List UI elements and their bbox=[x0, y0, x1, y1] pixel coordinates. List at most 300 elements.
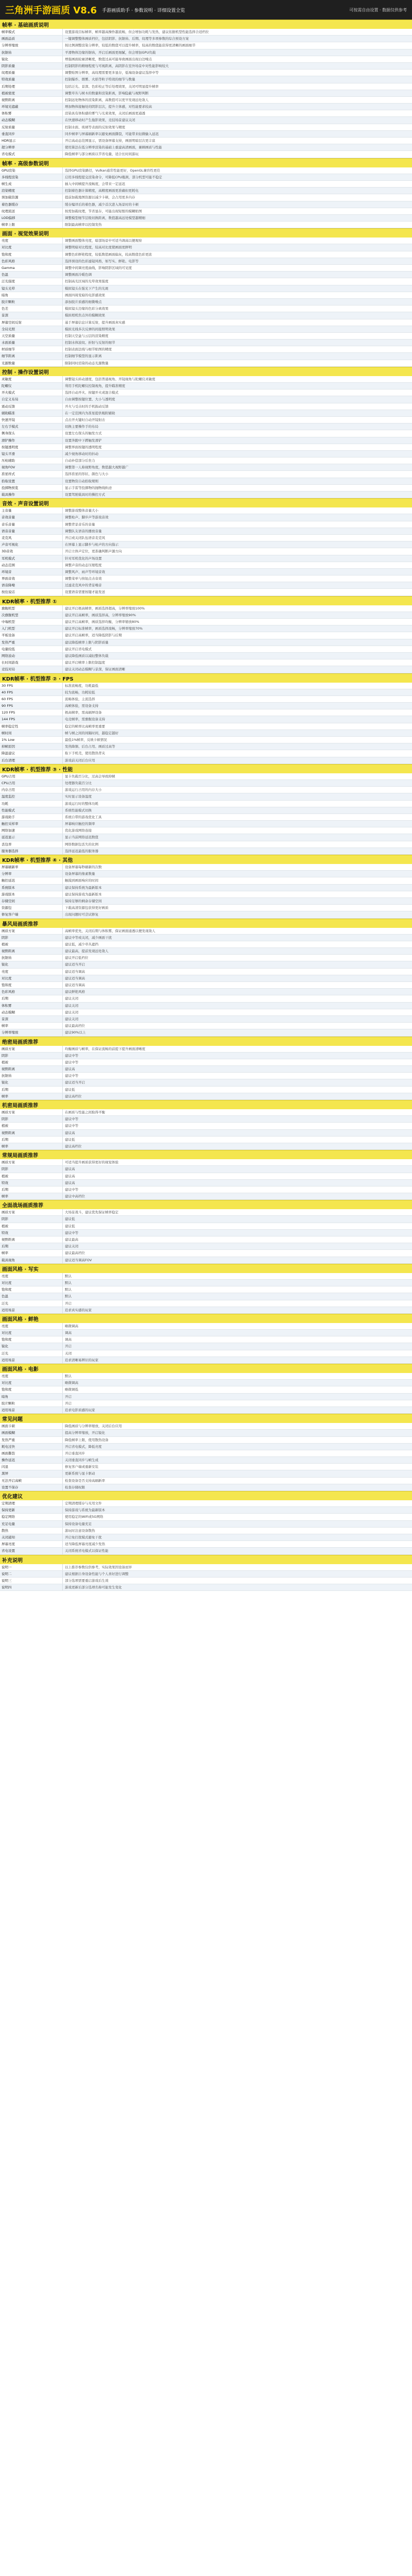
setting-description: 设置物资自动拾取规则 bbox=[65, 479, 98, 483]
setting-row bbox=[0, 1323, 412, 1330]
setting-row bbox=[0, 457, 412, 464]
setting-label: 镜头平滑 bbox=[0, 451, 63, 457]
setting-label: 辅助瞄准 bbox=[0, 410, 63, 416]
setting-description: 建议关闭 bbox=[65, 1016, 78, 1021]
section-rows bbox=[0, 1564, 412, 1591]
setting-description: 选择自动开火、按键开火或混合模式 bbox=[65, 391, 118, 395]
setting-description: 按需加载纹理，节省显存，可能出现短暂的模糊贴图 bbox=[65, 209, 142, 213]
setting-description: 限制最高帧率以控制发热 bbox=[65, 223, 102, 227]
setting-row bbox=[0, 821, 412, 827]
setting-description: 建议低，减少草丛遮挡 bbox=[65, 942, 98, 946]
setting-label: 预加载资源 bbox=[0, 194, 63, 200]
setting-row bbox=[0, 871, 412, 877]
setting-row bbox=[0, 1236, 412, 1243]
setting-label: 降温建议 bbox=[0, 750, 63, 756]
setting-row bbox=[0, 1093, 412, 1100]
setting-description: 建议开启帧率上限控制温度 bbox=[65, 660, 105, 665]
setting-row bbox=[0, 1514, 412, 1520]
setting-description: 控制远处物体的渲染距离，高数值可以更早发现远处敌人 bbox=[65, 97, 149, 102]
setting-description: 建议高 bbox=[65, 1167, 75, 1172]
setting-row bbox=[0, 1046, 412, 1053]
setting-row bbox=[0, 110, 412, 117]
setting-label: 环境光遮蔽 bbox=[0, 104, 63, 110]
setting-row bbox=[0, 1073, 412, 1079]
setting-label: 后期 bbox=[0, 1087, 63, 1093]
setting-label: 亮度 bbox=[0, 1323, 63, 1329]
settings-section bbox=[0, 1200, 412, 1264]
setting-row bbox=[0, 49, 412, 56]
section-rows bbox=[0, 928, 412, 1037]
setting-label: 帧率 bbox=[0, 1093, 63, 1099]
setting-row bbox=[0, 1137, 412, 1143]
setting-row bbox=[0, 319, 412, 326]
setting-label: 自定义布局 bbox=[0, 396, 63, 402]
settings-section bbox=[0, 1150, 412, 1200]
setting-description: 略微调高 bbox=[65, 1324, 78, 1328]
setting-description: 选择预设的色彩滤镜风格，如写实、鲜艳、电影等 bbox=[65, 259, 139, 263]
setting-row bbox=[0, 1166, 412, 1173]
setting-description: 提前加载地图资源以减少卡顿，会占用更多内存 bbox=[65, 195, 135, 200]
setting-description: 处理器负载百分比 bbox=[65, 781, 92, 785]
setting-row bbox=[0, 1330, 412, 1336]
setting-description: 调整声音的动态压缩程度 bbox=[65, 563, 102, 567]
setting-label: 亮度 bbox=[0, 1373, 63, 1379]
setting-label: 后期 bbox=[0, 1187, 63, 1193]
setting-description: 略微调低 bbox=[65, 1387, 78, 1392]
setting-label: 网络加速 bbox=[0, 827, 63, 834]
section-title: 绝密局画质推荐 bbox=[0, 1037, 412, 1046]
settings-section bbox=[0, 158, 412, 229]
section-title: 画面风格 · 鲜艳 bbox=[0, 1314, 412, 1323]
setting-description: 建议保持游戏为最新版本 bbox=[65, 892, 102, 896]
setting-label: 对比度 bbox=[0, 975, 63, 981]
section-title: 补充说明 bbox=[0, 1555, 412, 1564]
setting-description: 适当降低屏幕亮度减少发热 bbox=[65, 1542, 105, 1547]
setting-label: 色差 bbox=[0, 306, 63, 312]
setting-description: 高帧体验，需设备支持 bbox=[65, 704, 98, 708]
setting-description: 建议90%以上 bbox=[65, 1030, 86, 1035]
section-rows bbox=[0, 605, 412, 673]
setting-label: 暗角 bbox=[0, 292, 63, 298]
setting-description: 开启 bbox=[65, 1301, 72, 1306]
setting-row bbox=[0, 36, 412, 42]
setting-row bbox=[0, 1123, 412, 1129]
section-rows bbox=[0, 1273, 412, 1314]
setting-description: 增加物体接触处的阴影层次，提升立体感，对性能要求较高 bbox=[65, 105, 152, 109]
setting-label: 阴影 bbox=[0, 1216, 63, 1222]
page-title: 三角洲手游画质 V8.6 bbox=[5, 5, 97, 16]
setting-row bbox=[0, 1130, 412, 1137]
setting-description: 显卡负载百分比，过高会导致掉帧 bbox=[65, 774, 115, 778]
setting-description: 自动补偿部分后坐力 bbox=[65, 459, 95, 463]
setting-label: 丢包率 bbox=[0, 841, 63, 848]
setting-description: 在快速移动时产生拖影效果，竞技场景建议关闭 bbox=[65, 118, 135, 123]
setting-description: 基于屏幕信息计算反射，提升画面真实感 bbox=[65, 320, 125, 325]
section-title: 帧率 · 基础画质说明 bbox=[0, 20, 412, 29]
setting-row bbox=[0, 834, 412, 841]
setting-row bbox=[0, 76, 412, 83]
setting-label: 帧率 bbox=[0, 1023, 63, 1029]
setting-label: 功耗 bbox=[0, 801, 63, 807]
setting-description: 选择GPU渲染路径，Vulkan通常性能更好，OpenGL兼容性更佳 bbox=[65, 168, 160, 173]
setting-label: 饱和度 bbox=[0, 251, 63, 258]
setting-label: 滑铲操作 bbox=[0, 437, 63, 444]
setting-description: 显示当前网络延迟数值 bbox=[65, 835, 98, 840]
setting-label: 稳定网络 bbox=[0, 1514, 63, 1520]
setting-row bbox=[0, 376, 412, 383]
setting-row bbox=[0, 333, 412, 340]
settings-section bbox=[0, 228, 412, 367]
setting-description: 降低帧率上限，使用散热设备 bbox=[65, 1437, 109, 1442]
settings-section bbox=[0, 1491, 412, 1555]
setting-description: 标准流畅度，功耗最低 bbox=[65, 683, 98, 688]
setting-label: 语音音量 bbox=[0, 528, 63, 534]
setting-label: 温度监控 bbox=[0, 793, 63, 800]
setting-row bbox=[0, 215, 412, 222]
setting-label: 对比度 bbox=[0, 1280, 63, 1286]
setting-description: 渲染具有体积感的雾气与光束效果，关闭后画面更通透 bbox=[65, 111, 145, 116]
setting-description: 建议降低画质以减轻整体负载 bbox=[65, 653, 109, 658]
setting-label: 帧率模式 bbox=[0, 29, 63, 35]
setting-label: 视野距离 bbox=[0, 97, 63, 103]
setting-description: 最低1%帧率，反映卡顿情况 bbox=[65, 738, 107, 742]
setting-label: 入门机型 bbox=[0, 625, 63, 632]
setting-label: 帧率 bbox=[0, 1193, 63, 1199]
setting-description: 建议最高，提前发现远处敌人 bbox=[65, 949, 109, 954]
setting-description: 画面四周变暗的电影感效果 bbox=[65, 293, 105, 297]
setting-label: 光源数量 bbox=[0, 360, 63, 366]
setting-label: 对比度 bbox=[0, 244, 63, 250]
setting-description: 调整风声、雨声等环境音效 bbox=[65, 569, 105, 574]
setting-row bbox=[0, 360, 412, 367]
setting-description: 稳定的帧率比高帧率更重要 bbox=[65, 724, 105, 728]
settings-section bbox=[0, 1314, 412, 1364]
setting-row bbox=[0, 292, 412, 299]
setting-label: 屏幕亮度 bbox=[0, 1541, 63, 1547]
setting-row bbox=[0, 117, 412, 124]
setting-label: GPU渲染 bbox=[0, 167, 63, 174]
setting-description: 控制爆炸、烟雾、火焰等粒子特效的细节与数量 bbox=[65, 77, 135, 82]
section-title: 画面 · 视觉效果说明 bbox=[0, 228, 412, 238]
setting-row bbox=[0, 757, 412, 764]
setting-row bbox=[0, 1400, 412, 1407]
setting-label: 后台清理 bbox=[0, 757, 63, 764]
setting-row bbox=[0, 104, 412, 110]
setting-label: 胶片颗粒 bbox=[0, 1400, 63, 1406]
setting-label: 画质方案 bbox=[0, 1209, 63, 1215]
setting-description: 设备屏幕的像素数量 bbox=[65, 872, 95, 876]
setting-row bbox=[0, 444, 412, 451]
setting-description: 设置左右探头的触发方式 bbox=[65, 431, 102, 436]
section-title: KDR帧率 · 机型推荐 ④ · 其他 bbox=[0, 855, 412, 864]
setting-description: 检查设备是否支持高刷新率 bbox=[65, 1478, 105, 1483]
setting-label: 画面品质 bbox=[0, 36, 63, 42]
section-title: 画面风格 · 写实 bbox=[0, 1264, 412, 1273]
setting-label: 左右手模式 bbox=[0, 423, 63, 430]
setting-description: 减少视角移动时的抖动 bbox=[65, 451, 98, 456]
setting-row bbox=[0, 793, 412, 800]
setting-label: 植被 bbox=[0, 1223, 63, 1229]
setting-label: 适用场景 bbox=[0, 1307, 63, 1313]
setting-description: 较为流畅，功耗较低 bbox=[65, 690, 95, 694]
setting-row bbox=[0, 1053, 412, 1059]
setting-description: 保持游戏与系统为最新版本 bbox=[65, 1508, 105, 1513]
setting-row bbox=[0, 238, 412, 244]
section-title: 常规局画质推荐 bbox=[0, 1150, 412, 1159]
setting-row bbox=[0, 285, 412, 292]
setting-row bbox=[0, 1500, 412, 1507]
setting-description: 调整画面整体亮度，暗部场景中可适当调高以便观察 bbox=[65, 239, 142, 243]
setting-description: 建议降低帧率上限与阴影质量 bbox=[65, 640, 109, 645]
setting-label: 屏幕刷新率 bbox=[0, 864, 63, 870]
setting-description: 以上推荐参数仅供参考，实际效果因设备而异 bbox=[65, 1565, 132, 1569]
setting-row bbox=[0, 961, 412, 968]
setting-description: 取下手机壳，使用散热背夹 bbox=[65, 751, 105, 756]
setting-label: 载具视角 bbox=[0, 1257, 63, 1263]
setting-row bbox=[0, 1380, 412, 1386]
setting-label: 饱和度 bbox=[0, 982, 63, 988]
setting-label: 抗锯齿 bbox=[0, 49, 63, 56]
setting-description: 模拟镜头在强光下产生的光斑 bbox=[65, 286, 109, 291]
settings-section bbox=[0, 1037, 412, 1100]
setting-description: 在一定范围内为准星提供吸附辅助 bbox=[65, 411, 115, 415]
setting-label: 锐化 bbox=[0, 1079, 63, 1086]
setting-label: 多线程渲染 bbox=[0, 174, 63, 180]
setting-row bbox=[0, 83, 412, 90]
setting-description: 建议适当调高FOV bbox=[65, 1258, 92, 1262]
setting-description: 关闭 bbox=[65, 1351, 72, 1355]
section-title: KDR帧率 · 机型推荐 ① bbox=[0, 596, 412, 605]
setting-label: 开火模式 bbox=[0, 389, 63, 396]
setting-description: 可适当提升画质获得更好的视觉体验 bbox=[65, 1160, 118, 1165]
setting-row bbox=[0, 1564, 412, 1571]
setting-description: 在画质与性能之间取得平衡 bbox=[65, 1110, 105, 1114]
setting-label: 饱和度 bbox=[0, 1386, 63, 1393]
setting-row bbox=[0, 1280, 412, 1286]
setting-description: 自由调整按键位置、大小与透明度 bbox=[65, 397, 115, 402]
setting-row bbox=[0, 63, 412, 70]
settings-section bbox=[0, 20, 412, 158]
setting-row bbox=[0, 312, 412, 319]
setting-label: 阴影质量 bbox=[0, 63, 63, 69]
setting-label: 游戏版本 bbox=[0, 891, 63, 897]
setting-label: 画质方案 bbox=[0, 1046, 63, 1052]
settings-section bbox=[0, 764, 412, 855]
setting-label: 修复客户端 bbox=[0, 911, 63, 918]
setting-row bbox=[0, 827, 412, 834]
setting-description: 更新系统与显卡驱动 bbox=[65, 1471, 95, 1476]
setting-label: 散热 bbox=[0, 1528, 63, 1534]
setting-description: 调整枪声、脚步声等游戏音效 bbox=[65, 515, 109, 520]
setting-description: 利用手机陀螺仪控制视角，提升瞄准精度 bbox=[65, 384, 125, 388]
setting-description: 建议中等 bbox=[65, 1060, 78, 1064]
setting-description: 默认 bbox=[65, 1287, 72, 1292]
section-title: 暴风局画质推荐 bbox=[0, 919, 412, 928]
setting-label: 渲染精度 bbox=[0, 188, 63, 194]
setting-description: 建议高 bbox=[65, 1067, 75, 1072]
setting-description: 控制水面、玻璃等表面的反射效果与精度 bbox=[65, 125, 125, 129]
setting-description: 显示手雷等投掷物的抛物线轨迹 bbox=[65, 485, 112, 490]
setting-row bbox=[0, 514, 412, 521]
setting-row bbox=[0, 928, 412, 935]
setting-label: Gamma bbox=[0, 265, 63, 271]
setting-label: 帧率稳定性 bbox=[0, 723, 63, 730]
setting-label: 对比度 bbox=[0, 1380, 63, 1386]
setting-description: 游戏前关闭后台应用 bbox=[65, 758, 95, 762]
setting-label: 屏幕空间反射 bbox=[0, 319, 63, 326]
setting-label: 按键透明度 bbox=[0, 444, 63, 450]
setting-description: 控制表面法线与细节贴图的精度 bbox=[65, 347, 112, 352]
setting-label: 植被 bbox=[0, 941, 63, 947]
setting-row bbox=[0, 743, 412, 750]
setting-description: 建议适当开启 bbox=[65, 1080, 85, 1085]
settings-section bbox=[0, 1264, 412, 1314]
section-title: 全面战场画质推荐 bbox=[0, 1200, 412, 1209]
setting-label: 充足电量 bbox=[0, 1521, 63, 1527]
setting-label: 投掷物预览 bbox=[0, 485, 63, 491]
setting-label: 1% Low bbox=[0, 737, 63, 743]
setting-label: 景深 bbox=[0, 312, 63, 318]
setting-description: 建议最高 bbox=[65, 1238, 78, 1242]
setting-label: 按住说话 bbox=[0, 589, 63, 595]
setting-row bbox=[0, 222, 412, 228]
setting-label: 镜头光晕 bbox=[0, 285, 63, 292]
setting-label: 触控延迟 bbox=[0, 877, 63, 884]
section-title: 控制 · 操作设置说明 bbox=[0, 367, 412, 376]
setting-description: 建议中等 bbox=[65, 1074, 78, 1078]
setting-label: 关闭通知 bbox=[0, 1534, 63, 1540]
setting-label: 全局光照 bbox=[0, 326, 63, 332]
setting-row bbox=[0, 471, 412, 478]
setting-description: 建议低 bbox=[65, 1087, 75, 1092]
setting-label: 资源包 bbox=[0, 905, 63, 911]
setting-description: 建议低 bbox=[65, 1217, 75, 1222]
setting-label: 操作延迟 bbox=[0, 1457, 63, 1463]
setting-description: 模拟镜头边缘的色彩分离效果 bbox=[65, 307, 109, 311]
setting-row bbox=[0, 521, 412, 528]
setting-label: 帧率 bbox=[0, 1250, 63, 1256]
setting-label: 抗锯齿 bbox=[0, 1073, 63, 1079]
setting-row bbox=[0, 982, 412, 989]
setting-row bbox=[0, 1193, 412, 1200]
section-title: 画面风格 · 电影 bbox=[0, 1364, 412, 1373]
setting-row bbox=[0, 97, 412, 104]
setting-label: 纹理质量 bbox=[0, 70, 63, 76]
setting-row bbox=[0, 1250, 412, 1257]
setting-label: 材质细节 bbox=[0, 346, 63, 352]
setting-label: 色彩风格 bbox=[0, 258, 63, 264]
setting-row bbox=[0, 1437, 412, 1444]
setting-description: 系统自带的游戏优化工具 bbox=[65, 815, 102, 819]
setting-description: 下载高清资源包获得更好画质 bbox=[65, 906, 109, 910]
setting-row bbox=[0, 1293, 412, 1300]
setting-description: 开火与受击时的手机振动反馈 bbox=[65, 404, 109, 409]
setting-row bbox=[0, 1300, 412, 1307]
setting-row bbox=[0, 659, 412, 666]
setting-row bbox=[0, 1407, 412, 1414]
setting-description: 包括泛光、景深、色彩校正等后处理效果，关闭可明显提升帧率 bbox=[65, 84, 159, 89]
settings-section bbox=[0, 1364, 412, 1414]
setting-description: 帧与帧之间的间隔时间，越稳定越好 bbox=[65, 731, 118, 735]
setting-label: 说明四 bbox=[0, 1584, 63, 1590]
setting-row bbox=[0, 653, 412, 659]
setting-row bbox=[0, 299, 412, 306]
setting-row bbox=[0, 1386, 412, 1393]
setting-row bbox=[0, 56, 412, 63]
setting-description: 建议中等或关闭，减少画面干扰 bbox=[65, 935, 112, 940]
setting-row bbox=[0, 1343, 412, 1350]
setting-row bbox=[0, 174, 412, 181]
setting-row bbox=[0, 1066, 412, 1073]
setting-label: 胶片颗粒 bbox=[0, 299, 63, 305]
setting-description: 切换主要操作手的布局 bbox=[65, 425, 98, 429]
setting-description: 游戏更新后部分选项名称可能发生变化 bbox=[65, 1585, 122, 1590]
setting-label: 120 FPS bbox=[0, 709, 63, 716]
setting-label: 细节距离 bbox=[0, 353, 63, 359]
setting-description: 建议高档位 bbox=[65, 1094, 82, 1098]
setting-description: 关闭系统省电模式以保证性能 bbox=[65, 1549, 109, 1553]
setting-label: 视野距离 bbox=[0, 948, 63, 954]
setting-label: 发热严重 bbox=[0, 1437, 63, 1443]
setting-row bbox=[0, 1444, 412, 1450]
setting-description: 启用多线程提交渲染命令，可降低CPU瓶颈，部分机型可能不稳定 bbox=[65, 175, 162, 179]
setting-label: 灵敏度 bbox=[0, 376, 63, 382]
setting-label: 垂直同步 bbox=[0, 131, 63, 137]
settings-section bbox=[0, 498, 412, 596]
setting-label: 画质方案 bbox=[0, 1109, 63, 1115]
setting-label: 30 FPS bbox=[0, 683, 63, 689]
setting-description: 默认 bbox=[65, 1274, 72, 1278]
setting-row bbox=[0, 689, 412, 696]
setting-row bbox=[0, 1003, 412, 1009]
setting-description: 流畅体验，主流选择 bbox=[65, 697, 95, 701]
setting-label: 设置不保存 bbox=[0, 1484, 63, 1490]
setting-row bbox=[0, 353, 412, 360]
setting-row bbox=[0, 709, 412, 716]
setting-description: 优化游戏网络连接 bbox=[65, 828, 92, 833]
setting-description: 建议低 bbox=[65, 1224, 75, 1228]
setting-label: 亮度 bbox=[0, 1273, 63, 1279]
setting-row bbox=[0, 1357, 412, 1364]
setting-row bbox=[0, 1528, 412, 1534]
setting-description: 触摸到画面响应的时间 bbox=[65, 878, 98, 883]
setting-label: 音乐音量 bbox=[0, 521, 63, 528]
setting-description: 高帧率优先，关闭后期与体积雾，保证画面通透以便发现敌人 bbox=[65, 928, 156, 933]
section-title: KDR帧率 · 机型推荐 ② · FPS bbox=[0, 673, 412, 683]
setting-description: 建议高 bbox=[65, 1174, 75, 1178]
setting-label: 植被密度 bbox=[0, 90, 63, 96]
setting-label: 锐化 bbox=[0, 1343, 63, 1349]
setting-description: 发热降频、后台占用、画质过高等 bbox=[65, 744, 115, 749]
setting-label: 定期清理 bbox=[0, 1500, 63, 1506]
setting-label: 色彩风格 bbox=[0, 989, 63, 995]
setting-description: 保持足够的剩余存储空间 bbox=[65, 899, 102, 903]
setting-row bbox=[0, 430, 412, 437]
section-rows bbox=[0, 507, 412, 596]
page-subtitle: 手游画质助手 · 参数说明 · 详细设置全览 bbox=[102, 8, 185, 13]
setting-label: 阴影 bbox=[0, 1053, 63, 1059]
setting-row bbox=[0, 814, 412, 821]
setting-row bbox=[0, 1584, 412, 1591]
section-rows bbox=[0, 376, 412, 498]
setting-label: 色温 bbox=[0, 1293, 63, 1299]
setting-label: 视野距离 bbox=[0, 1236, 63, 1243]
setting-description: 调整明暗对比程度，较高对比度使画面更鲜明 bbox=[65, 245, 132, 250]
setting-label: 黑屏 bbox=[0, 1470, 63, 1477]
setting-row bbox=[0, 989, 412, 995]
setting-description: 调整模型细节层级切换距离，数值越高远处模型越精细 bbox=[65, 215, 145, 220]
setting-label: 性能模式 bbox=[0, 807, 63, 814]
